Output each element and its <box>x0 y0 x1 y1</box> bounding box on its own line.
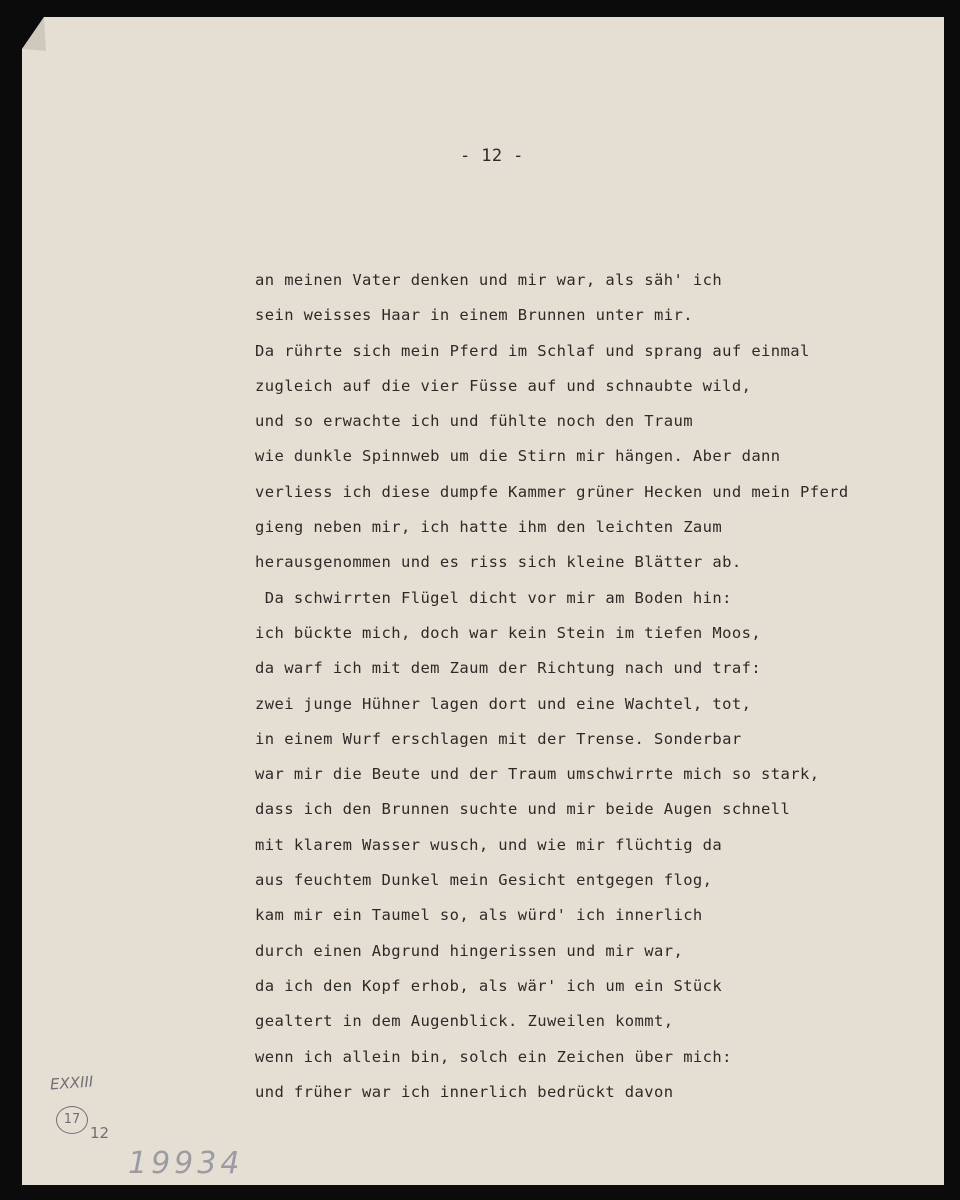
text-line: gieng neben mir, ich hatte ihm den leichten Zaum <box>255 518 723 537</box>
text-line: ich bückte mich, doch war kein Stein im tiefen Moos, <box>255 623 762 642</box>
inventory-number: 19934 <box>128 1146 244 1181</box>
text-line: sein weisses Haar in einem Brunnen unter mir. <box>255 306 693 325</box>
text-line: wenn ich allein bin, solch ein Zeichen über mich: <box>255 1047 732 1066</box>
folded-corner <box>22 17 46 51</box>
text-line: aus feuchtem Dunkel mein Gesicht entgegen flog, <box>255 871 713 890</box>
text-line: gealtert in dem Augenblick. Zuweilen kommt, <box>255 1012 674 1031</box>
text-line: durch einen Abgrund hingerissen und mir war, <box>255 941 684 960</box>
text-line: da warf ich mit dem Zaum der Richtung nach und traf: <box>255 659 762 678</box>
text-line: zugleich auf die vier Füsse auf und schnaubte wild, <box>255 376 752 395</box>
text-line: mit klarem Wasser wusch, und wie mir flüchtig da <box>255 835 723 854</box>
text-line: dass ich den Brunnen suchte und mir beide Augen schnell <box>255 800 791 819</box>
text-line: und so erwachte ich und fühlte noch den Traum <box>255 412 693 431</box>
circled-folio-number: 17 <box>56 1106 88 1134</box>
text-line: da ich den Kopf erhob, als wär' ich um ein Stück <box>255 976 723 995</box>
text-line: kam mir ein Taumel so, als würd' ich innerlich <box>255 906 703 925</box>
text-line: herausgenommen und es riss sich kleine Blätter ab. <box>255 553 742 572</box>
text-line: war mir die Beute und der Traum umschwirrte mich so stark, <box>255 765 820 784</box>
typewritten-text <box>255 268 849 1115</box>
text-line: Da schwirrten Flügel dicht vor mir am Boden hin: <box>255 588 732 607</box>
text-line: zwei junge Hühner lagen dort und eine Wachtel, tot, <box>255 694 752 713</box>
text-line: in einem Wurf erschlagen mit der Trense. Sonderbar <box>255 729 742 748</box>
page-number: - 12 - <box>460 146 524 166</box>
text-line: an meinen Vater denken und mir war, als säh' ich <box>255 271 723 289</box>
text-line: verliess ich diese dumpfe Kammer grüner Hecken und mein Pferd <box>255 482 849 501</box>
archive-signature: EXXIII <box>49 1072 94 1094</box>
folio-subscript: 12 <box>90 1124 110 1142</box>
text-line: wie dunkle Spinnweb um die Stirn mir hängen. Aber dann <box>255 447 781 466</box>
text-line: Da rührte sich mein Pferd im Schlaf und sprang auf einmal <box>255 341 810 360</box>
text-line: und früher war ich innerlich bedrückt davon <box>255 1082 674 1101</box>
